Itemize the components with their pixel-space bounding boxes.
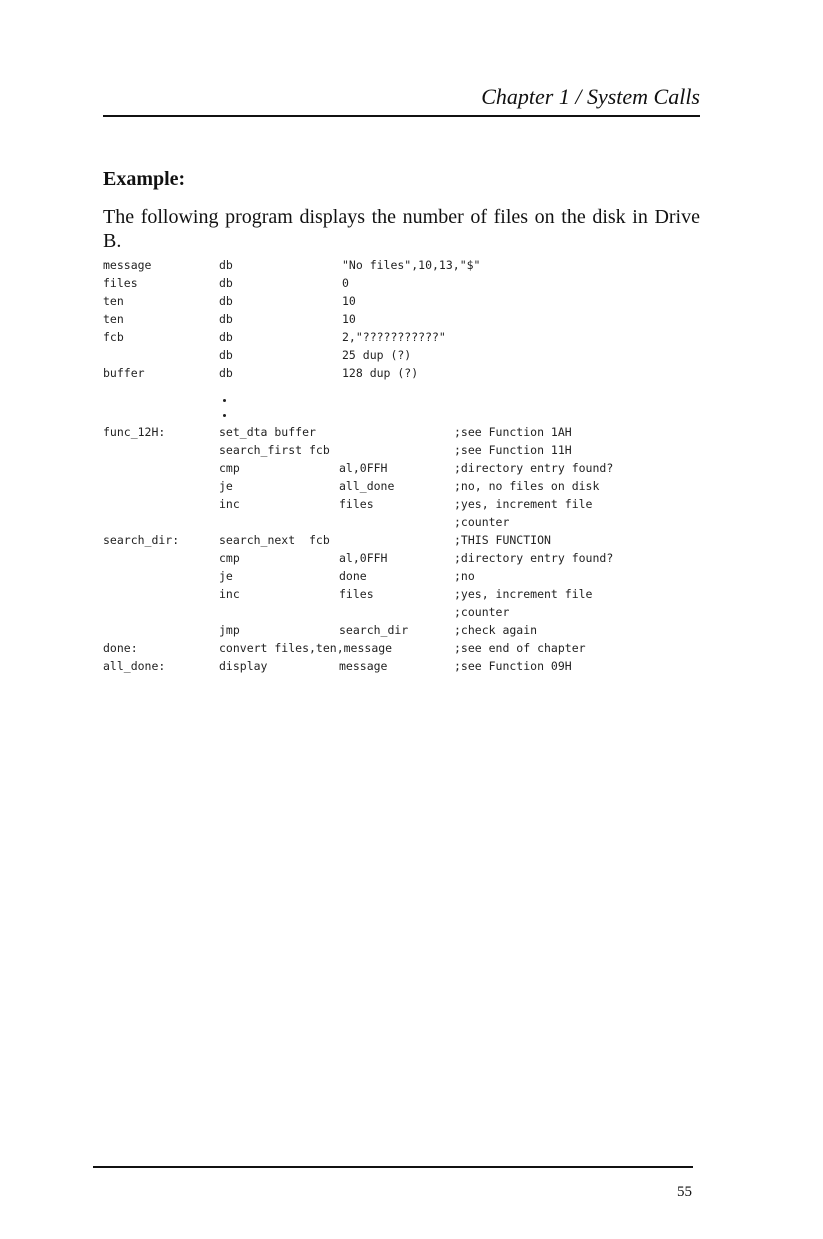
code-comment: ;yes, increment file — [454, 497, 593, 511]
example-heading: Example: — [103, 168, 186, 190]
code-operand: files — [339, 587, 374, 601]
code-directive: db — [219, 258, 233, 272]
code-instruction: inc — [219, 587, 240, 601]
code-instruction: je — [219, 479, 233, 493]
code-comment: ;no, no files on disk — [454, 479, 600, 493]
code-instruction: inc — [219, 497, 240, 511]
code-comment: ;see Function 09H — [454, 659, 572, 673]
code-value: 2,"???????????" — [342, 330, 446, 344]
code-label: ten — [103, 294, 124, 308]
code-value: 0 — [342, 276, 349, 290]
code-row — [103, 348, 703, 366]
code-value: 25 dup (?) — [342, 348, 412, 362]
code-instruction: cmp — [219, 461, 240, 475]
code-instruction: cmp — [219, 551, 240, 565]
code-row — [103, 659, 703, 677]
code-value: 10 — [342, 312, 356, 326]
code-row — [103, 479, 703, 497]
code-directive: db — [219, 294, 233, 308]
code-comment: ;see end of chapter — [454, 641, 586, 655]
code-value: "No files",10,13,"$" — [342, 258, 481, 272]
code-comment: ;THIS FUNCTION — [454, 533, 551, 547]
code-row — [103, 497, 703, 515]
code-value: 10 — [342, 294, 356, 308]
code-row — [103, 425, 703, 443]
code-label: search_dir: — [103, 533, 180, 547]
code-label: all_done: — [103, 659, 166, 673]
code-directive: db — [219, 276, 233, 290]
code-row — [103, 587, 703, 605]
code-row — [103, 443, 703, 461]
code-instruction: search_next fcb — [219, 533, 330, 547]
code-directive: db — [219, 312, 233, 326]
code-operand: al,0FFH — [339, 461, 388, 475]
page-number: 55 — [677, 1184, 692, 1200]
code-row — [103, 533, 703, 551]
code-comment: ;see Function 1AH — [454, 425, 572, 439]
code-row — [103, 605, 703, 623]
code-row — [103, 330, 703, 348]
code-row — [103, 515, 703, 533]
code-instruction: je — [219, 569, 233, 583]
code-instruction: display — [219, 659, 268, 673]
header-rule — [103, 115, 700, 117]
ellipsis-dot — [223, 414, 226, 417]
code-directive: db — [219, 366, 233, 380]
code-operand: files — [339, 497, 374, 511]
code-value: 128 dup (?) — [342, 366, 419, 380]
code-label: message — [103, 258, 152, 272]
code-row — [103, 623, 703, 641]
code-comment: ;counter — [454, 515, 510, 529]
code-row — [103, 294, 703, 312]
code-operand: all_done — [339, 479, 395, 493]
code-comment: ;yes, increment file — [454, 587, 593, 601]
code-comment: ;see Function 11H — [454, 443, 572, 457]
code-instruction: jmp — [219, 623, 240, 637]
code-row — [103, 641, 703, 659]
code-instruction: convert files,ten,message — [219, 641, 393, 655]
code-row — [103, 461, 703, 479]
code-comment: ;no — [454, 569, 475, 583]
code-comment: ;directory entry found? — [454, 551, 614, 565]
code-comment: ;counter — [454, 605, 510, 619]
code-comment: ;check again — [454, 623, 538, 637]
code-row — [103, 258, 703, 276]
code-operand: search_dir — [339, 623, 409, 637]
code-label: ten — [103, 312, 124, 326]
ellipsis-dot — [223, 399, 226, 402]
code-label: func_12H: — [103, 425, 166, 439]
code-row — [103, 276, 703, 294]
code-comment: ;directory entry found? — [454, 461, 614, 475]
code-label: buffer — [103, 366, 145, 380]
running-header: Chapter 1 / System Calls — [481, 84, 700, 109]
code-instruction: search_first fcb — [219, 443, 330, 457]
code-row — [103, 569, 703, 587]
code-row — [103, 366, 703, 384]
code-directive: db — [219, 348, 233, 362]
code-instruction: set_dta buffer — [219, 425, 316, 439]
code-label: fcb — [103, 330, 124, 344]
code-operand: message — [339, 659, 388, 673]
code-label: done: — [103, 641, 138, 655]
code-row — [103, 551, 703, 569]
code-operand: done — [339, 569, 367, 583]
intro-paragraph: The following program displays the number of files on the disk in Drive B. — [103, 206, 700, 252]
code-row — [103, 312, 703, 330]
code-label: files — [103, 276, 138, 290]
code-directive: db — [219, 330, 233, 344]
code-operand: al,0FFH — [339, 551, 388, 565]
footer-rule — [93, 1166, 693, 1168]
